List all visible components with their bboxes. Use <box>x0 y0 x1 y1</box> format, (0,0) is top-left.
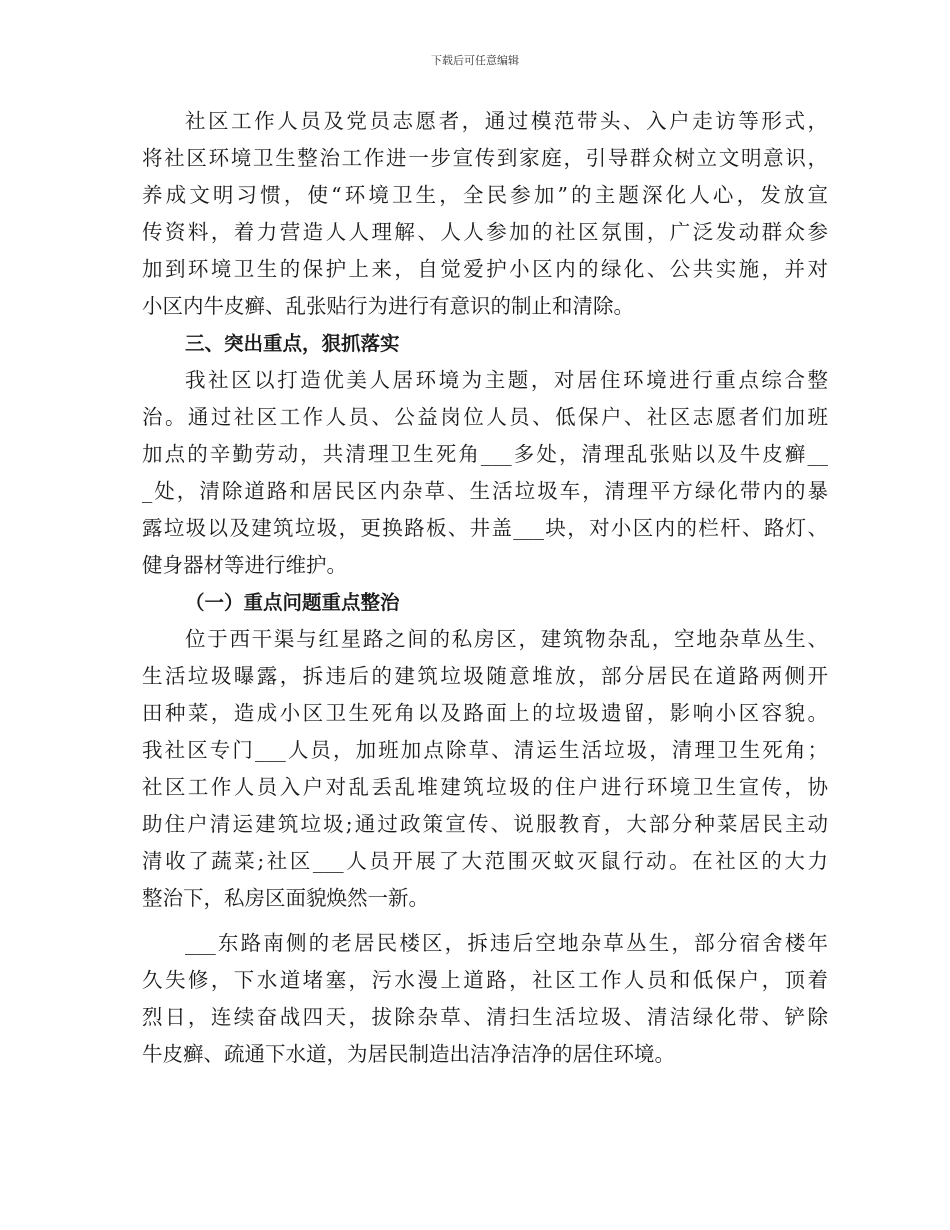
text-line: 牛皮癣、疏通下水道，为居民制造出洁净洁净的居住环境。 <box>142 1042 675 1066</box>
paragraph <box>142 362 828 584</box>
document-body <box>142 103 828 1073</box>
text-line: 我社区以打造优美人居环境为主题，对居住环境进行重点综合整 <box>185 368 828 392</box>
text-line: 传资料，着力营造人人理解、人人参加的社区氛围，广泛发动群众参 <box>142 220 828 244</box>
text-line: 社区工作人员及党员志愿者，通过模范带头、入户走访等形式， <box>185 109 828 133</box>
paragraph <box>142 925 828 1073</box>
text-line: 田种菜，造成小区卫生死角以及路面上的垃圾遗留，影响小区容貌。 <box>142 701 828 725</box>
text-line: 整治下，私房区面貌焕然一新。 <box>142 886 429 910</box>
text-line: 露垃圾以及建筑垃圾，更换路板、井盖___块，对小区内的栏杆、路灯、 <box>142 516 828 540</box>
text-line: 小区内牛皮癣、乱张贴行为进行有意识的制止和清除。 <box>142 294 634 318</box>
text-line: 治。通过社区工作人员、公益岗位人员、低保户、社区志愿者们加班 <box>142 405 828 429</box>
text-line: 社区工作人员入户对乱丢乱堆建筑垃圾的住户进行环境卫生宣传，协 <box>142 775 828 799</box>
paragraph <box>142 621 828 917</box>
paragraph-gap <box>142 917 828 925</box>
text-line: 养成文明习惯，使“环境卫生，全民参加”的主题深化人心，发放宣 <box>142 183 828 207</box>
heading-text: 三、突出重点，狠抓落实 <box>185 332 400 355</box>
text-line: 位于西干渠与红星路之间的私房区，建筑物杂乱，空地杂草丛生、 <box>185 627 828 651</box>
text-line: 健身器材等进行维护。 <box>142 553 347 577</box>
page-header-note: 下载后可任意编辑 <box>431 54 519 67</box>
text-line: 清收了蔬菜;社区___人员开展了大范围灭蚊灭鼠行动。在社区的大力 <box>142 849 828 873</box>
subsection-heading <box>142 584 828 621</box>
text-line: 生活垃圾曝露，拆违后的建筑垃圾随意堆放，部分居民在道路两侧开 <box>142 664 828 688</box>
heading-text: （一）重点问题重点整治 <box>185 591 400 614</box>
text-line: 烈日，连续奋战四天，拔除杂草、清扫生活垃圾、清洁绿化带、铲除 <box>142 1005 828 1029</box>
text-line: _处，清除道路和居民区内杂草、生活垃圾车，清理平方绿化带内的暴 <box>142 479 828 503</box>
text-line: 加到环境卫生的保护上来，自觉爱护小区内的绿化、公共实施，并对 <box>142 257 828 281</box>
text-line: ___东路南侧的老居民楼区，拆违后空地杂草丛生，部分宿舍楼年 <box>185 931 828 955</box>
text-line: 久失修，下水道堵塞，污水漫上道路，社区工作人员和低保户，顶着 <box>142 968 828 992</box>
text-line: 将社区环境卫生整治工作进一步宣传到家庭，引导群众树立文明意识， <box>142 146 828 170</box>
paragraph <box>142 103 828 325</box>
text-line: 加点的辛勤劳动，共清理卫生死角___多处，清理乱张贴以及牛皮癣__ <box>142 442 828 466</box>
text-line: 我社区专门___人员，加班加点除草、清运生活垃圾，清理卫生死角； <box>142 738 828 762</box>
section-heading <box>142 325 828 362</box>
text-line: 助住户清运建筑垃圾;通过政策宣传、说服教育，大部分种菜居民主动 <box>142 812 828 836</box>
